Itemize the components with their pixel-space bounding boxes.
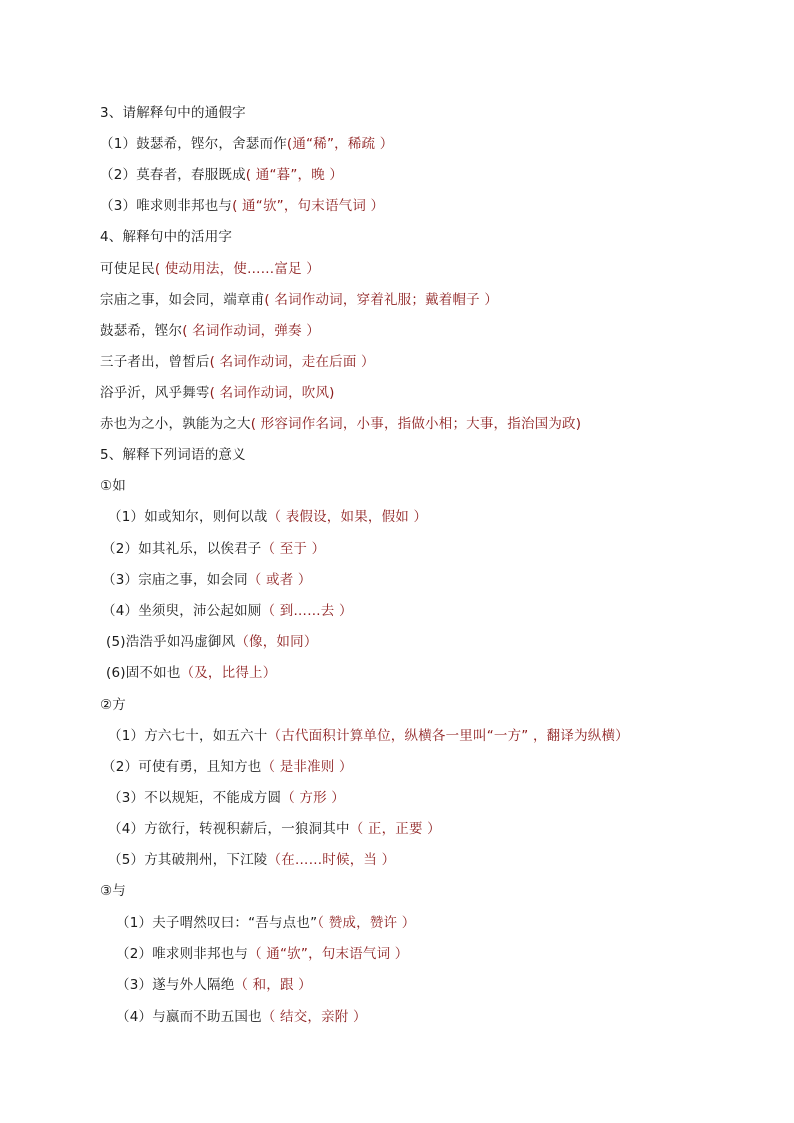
question-text: 赤也为之小，孰能为之大 bbox=[100, 416, 251, 432]
answer-text: （及，比得上） bbox=[180, 665, 277, 681]
question-text: (6)固不如也 bbox=[106, 665, 181, 681]
answer-text: （ 通“欤”，句末语气词 ） bbox=[248, 946, 409, 962]
question-text: （4）坐须臾，沛公起如厕 bbox=[102, 603, 262, 619]
question-text: （2）可使有勇，且知方也 bbox=[102, 759, 262, 775]
group-fang-title: ②方 bbox=[100, 697, 127, 713]
answer-text: (通“稀”，稀疏 ） bbox=[286, 136, 394, 152]
ru-item-3 bbox=[102, 571, 312, 589]
answer-text: ( 名词作动词，穿着礼服；戴着帽子 ） bbox=[264, 292, 499, 308]
question-text: 鼓瑟希，铿尔 bbox=[100, 323, 183, 339]
question-text: （2）莫春者，春服既成 bbox=[100, 167, 246, 183]
answer-text: （古代面积计算单位，纵横各一里叫“一方” ，翻译为纵横） bbox=[267, 728, 629, 744]
question-text: (5)浩浩乎如冯虚御风 bbox=[106, 634, 236, 650]
question-text: （2）如其礼乐，以俟君子 bbox=[102, 541, 262, 557]
ru-item-1 bbox=[108, 508, 427, 526]
question-text: （1）方六七十，如五六十 bbox=[108, 728, 268, 744]
group-ru-title: ①如 bbox=[100, 478, 127, 494]
fang-item-1 bbox=[108, 727, 629, 745]
answer-text: （在……时候，当 ） bbox=[267, 852, 396, 868]
yu-item-2 bbox=[116, 945, 408, 963]
answer-text: （ 或者 ） bbox=[247, 572, 312, 588]
fang-item-3 bbox=[108, 789, 345, 807]
question-text: 浴乎沂，风乎舞雩 bbox=[100, 385, 210, 401]
s4-item-5 bbox=[100, 384, 335, 402]
answer-text: ( 形容词作名词，小事，指做小相；大事，指治国为政) bbox=[250, 416, 582, 432]
answer-text: ( 通“欤”，句末语气词 ） bbox=[232, 198, 385, 214]
answer-text: ( 名词作动词，弹奏 ） bbox=[182, 323, 320, 339]
question-text: （2）唯求则非邦也与 bbox=[116, 946, 249, 962]
section-5-heading: 5、解释下列词语的意义 bbox=[100, 447, 246, 463]
question-text: （3）不以规矩，不能成方圆 bbox=[108, 790, 282, 806]
question-text: 宗庙之事，如会同，端章甫 bbox=[100, 292, 265, 308]
ru-item-2 bbox=[102, 540, 325, 558]
s3-item-2 bbox=[100, 166, 343, 184]
yu-item-3 bbox=[116, 976, 312, 994]
answer-text: （ 结交，亲附 ） bbox=[261, 1009, 367, 1025]
question-text: （1）鼓瑟希，铿尔，舍瑟而作 bbox=[100, 136, 287, 152]
answer-text: （ 到……去 ） bbox=[261, 603, 353, 619]
ru-item-5 bbox=[106, 633, 318, 651]
answer-text: （ 是非准则 ） bbox=[261, 759, 353, 775]
answer-text: （ 方形 ） bbox=[281, 790, 345, 806]
question-text: （3）唯求则非邦也与 bbox=[100, 198, 233, 214]
answer-text: ( 使动用法，使……富足 ） bbox=[154, 261, 320, 277]
s3-item-3 bbox=[100, 197, 384, 215]
ru-item-4 bbox=[102, 602, 353, 620]
answer-text: （ 和，跟 ） bbox=[234, 977, 312, 993]
question-text: （4）与嬴而不助五国也 bbox=[116, 1009, 262, 1025]
group-yu-title: ③与 bbox=[100, 883, 127, 899]
question-text: 可使足民 bbox=[100, 261, 155, 277]
question-text: （4）方欲行，转视积薪后，一狼洞其中 bbox=[108, 821, 350, 837]
section-3-heading: 3、请解释句中的通假字 bbox=[100, 105, 246, 121]
answer-text: （ 表假设，如果，假如 ） bbox=[267, 509, 428, 525]
question-text: （5）方其破荆州，下江陵 bbox=[108, 852, 268, 868]
fang-item-2 bbox=[102, 758, 353, 776]
fang-item-4 bbox=[108, 820, 441, 838]
yu-item-1 bbox=[116, 914, 415, 932]
section-4-heading: 4、解释句中的活用字 bbox=[100, 229, 233, 245]
answer-text: （像，如同） bbox=[235, 634, 318, 650]
answer-text: ( 通“暮”，晚 ） bbox=[245, 167, 344, 183]
question-text: （1）如或知尔，则何以哉 bbox=[108, 509, 268, 525]
answer-text: （ 赞成，赞许 ） bbox=[317, 915, 416, 931]
question-text: （3）宗庙之事，如会同 bbox=[102, 572, 248, 588]
s4-item-4 bbox=[100, 353, 375, 371]
answer-text: ( 名词作动词，吹风) bbox=[209, 385, 335, 401]
question-text: （3）遂与外人隔绝 bbox=[116, 977, 235, 993]
yu-item-4 bbox=[116, 1008, 367, 1026]
fang-item-5 bbox=[108, 851, 395, 869]
answer-text: ( 名词作动词，走在后面 ） bbox=[209, 354, 375, 370]
answer-text: （ 至于 ） bbox=[261, 541, 326, 557]
s4-item-1 bbox=[100, 260, 320, 278]
s4-item-2 bbox=[100, 291, 498, 309]
ru-item-6 bbox=[106, 664, 276, 682]
question-text: （1）夫子喟然叹曰：“吾与点也” bbox=[116, 915, 318, 931]
answer-text: （ 正，正要 ） bbox=[349, 821, 441, 837]
s4-item-3 bbox=[100, 322, 320, 340]
s3-item-1 bbox=[100, 135, 393, 153]
question-text: 三子者出，曾皙后 bbox=[100, 354, 210, 370]
s4-item-6 bbox=[100, 415, 581, 433]
